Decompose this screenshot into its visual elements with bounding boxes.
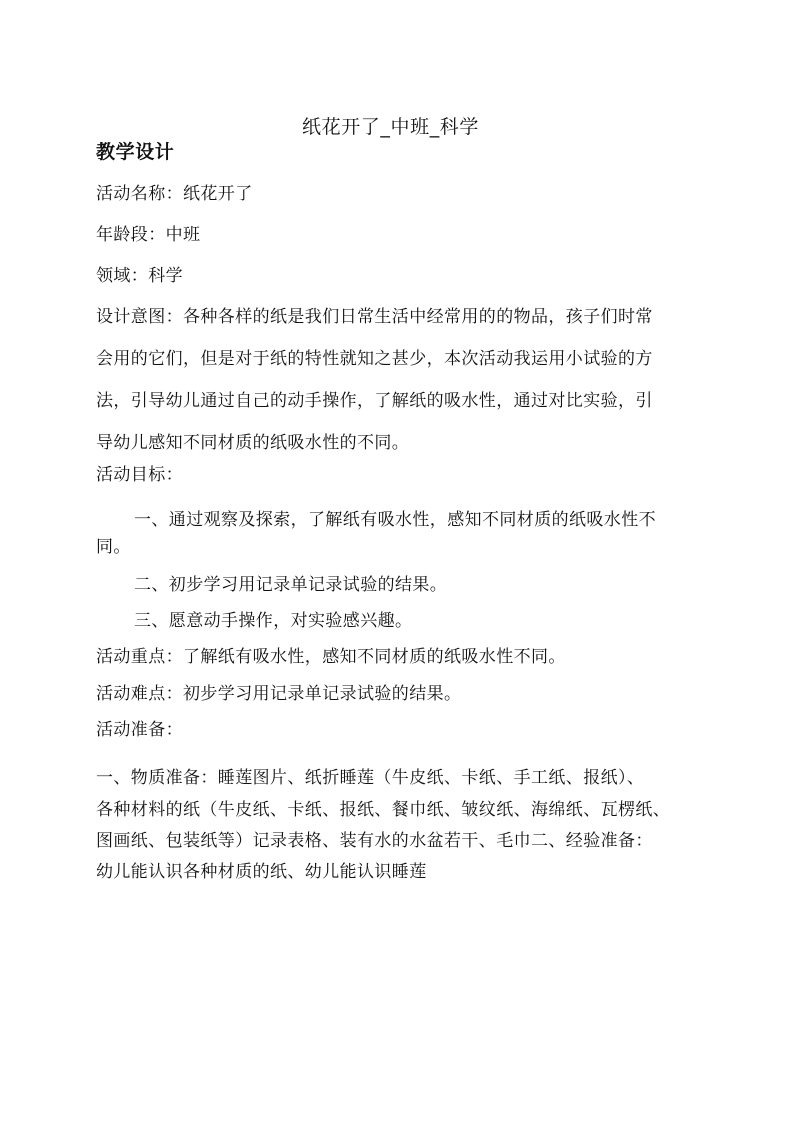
goal-item-continuation: 同。 (96, 537, 131, 557)
preparation-line: 图画纸、包装纸等）记录表格、装有水的水盆若干、毛巾二、经验准备： (96, 831, 653, 851)
section-heading: 教学设计 (96, 141, 175, 163)
design-intent-line: 会用的它们，但是对于纸的特性就知之甚少，本次活动我运用小试验的方 (96, 349, 653, 369)
goal-item: 二、初步学习用记录单记录试验的结果。 (134, 575, 448, 595)
difficulty: 活动难点：初步学习用记录单记录试验的结果。 (96, 684, 462, 704)
preparation-line: 一、物质准备：睡莲图片、纸折睡莲（牛皮纸、卡纸、手工纸、报纸）、 (96, 768, 645, 788)
preparation-line: 幼儿能认识各种材质的纸、幼儿能认识睡莲 (96, 862, 427, 882)
key-point: 活动重点：了解纸有吸水性，感知不同材质的纸吸水性不同。 (96, 647, 566, 667)
goals-heading: 活动目标： (96, 465, 183, 485)
age-group: 年龄段：中班 (96, 225, 201, 245)
design-intent-line: 导幼儿感知不同材质的纸吸水性的不同。 (96, 433, 410, 453)
domain-field: 领域：科学 (96, 266, 183, 286)
activity-name: 活动名称：纸花开了 (96, 184, 253, 204)
preparation-line: 各种材料的纸（牛皮纸、卡纸、报纸、餐巾纸、皱纹纸、海绵纸、瓦楞纸、 (96, 800, 671, 820)
design-intent-line: 法，引导幼儿通过自己的动手操作，了解纸的吸水性，通过对比实验，引 (96, 391, 653, 411)
preparation-heading: 活动准备： (96, 720, 183, 740)
design-intent-line: 设计意图：各种各样的纸是我们日常生活中经常用的的物品，孩子们时常 (96, 307, 653, 327)
goal-item: 三、愿意动手操作，对实验感兴趣。 (134, 611, 413, 631)
document-title: 纸花开了_中班_科学 (302, 116, 480, 138)
goal-item: 一、通过观察及探索，了解纸有吸水性，感知不同材质的纸吸水性不 (134, 510, 656, 530)
